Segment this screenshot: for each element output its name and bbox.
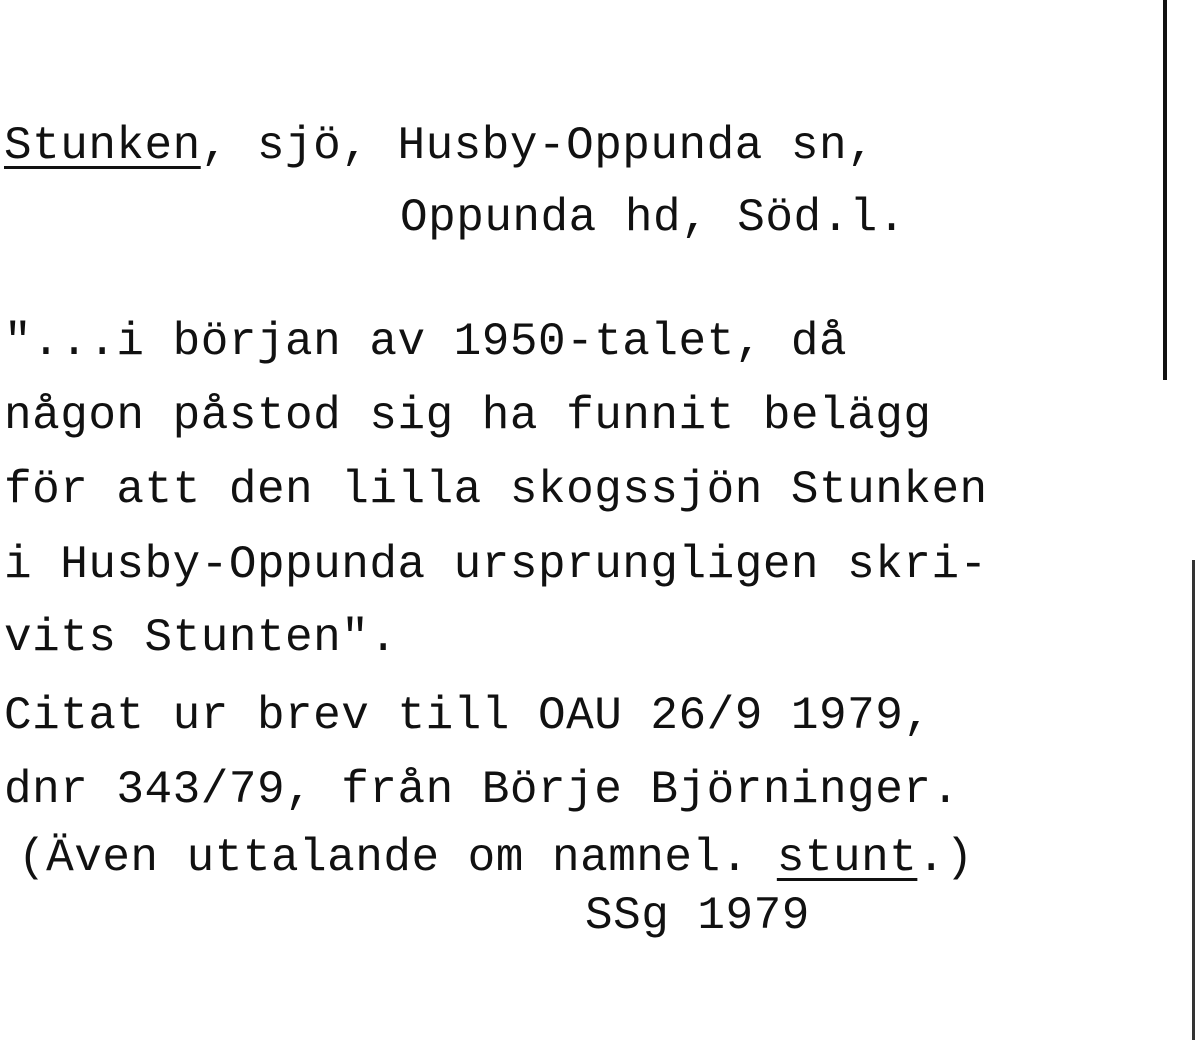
card-heading-line2: Oppunda hd, Söd.l. [400,192,906,244]
headword-description: , sjö, Husby-Oppunda sn, [200,120,876,172]
note-prefix: (Även uttalande om namnel. [18,832,777,884]
quote-line-4: i Husby-Oppunda ursprungligen skri- [4,539,988,591]
citation-line-1: Citat ur brev till OAU 26/9 1979, [4,690,932,742]
card-edge-line-lower [1192,560,1195,1040]
quote-line-5: vits Stunten". [4,612,398,664]
signature: SSg 1979 [585,890,810,942]
quote-line-1: "...i början av 1950-talet, då [4,316,848,368]
quote-line-2: någon påstod sig ha funnit belägg [4,390,932,442]
headword: Stunken [4,120,201,172]
note-suffix: .) [917,832,974,884]
card-heading-line1 [4,118,875,174]
card-edge-line [1163,0,1167,380]
note-line [18,830,974,886]
quote-line-3: för att den lilla skogssjön Stunken [4,464,988,516]
citation-line-2: dnr 343/79, från Börje Björninger. [4,764,960,816]
note-term: stunt [776,832,918,884]
